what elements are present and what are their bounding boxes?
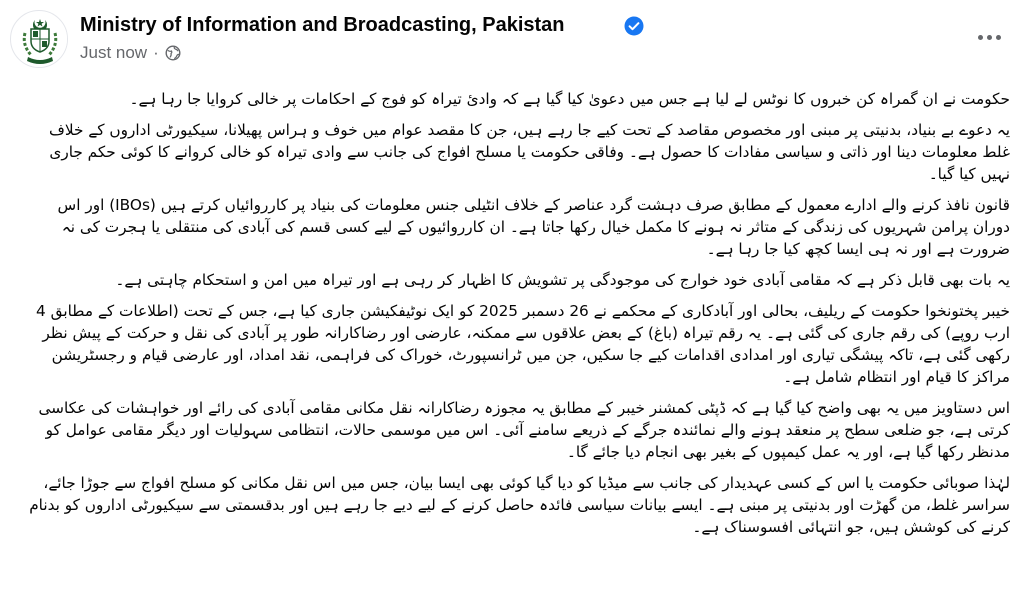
post-header — [0, 0, 1024, 80]
post-meta — [80, 42, 181, 64]
more-options-button[interactable] — [968, 22, 1010, 52]
globe-icon[interactable] — [165, 45, 181, 61]
page-avatar[interactable] — [10, 10, 68, 68]
post-paragraph: اس دستاویز میں یہ بھی واضح کیا گیا ہے کہ ڈپٹی کمشنر خیبر کے مطابق یہ مجوزہ رضاکارانہ نقل مکانی مقامی آبادی کی رائے اور خواہشات کی عکاسی کرتی ہے، جو ضلعی سطح پر منعقد ہونے والے نمائندہ جرگے کے ذریعے سامنے آئی۔ اس میں موسمی حالات، انتظامی سہولیات اور دیگر مقامی عوامل کو مدنظر رکھا گیا ہے، اور یہ عمل کیمپوں کے بغیر بھی انجام دیا جائے گا۔ — [38, 399, 1010, 461]
post-paragraph: حکومت نے ان گمراہ کن خبروں کا نوٹس لے لیا ہے جس میں دعویٰ کیا گیا ہے کہ وادئ تیراہ کو فوج کے احکامات پر خالی کروایا جا رہا ہے۔ — [129, 90, 1010, 108]
page-name[interactable]: Ministry of Information and Broadcasting, Pakistan — [80, 14, 565, 36]
post-body — [18, 88, 1010, 600]
post-paragraph: لہٰذا صوبائی حکومت یا اس کے کسی عہدیدار کی جانب سے میڈیا کو دیا گیا کوئی بھی ایسا بیان، جس میں اس نقل مکانی کو مسلح افواج سے جوڑا جائے، سراسر غلط، من گھڑت اور بدنیتی پر مبنی ہے۔ ایسے بیانات سیاسی فائدہ حاصل کرنے کے لیے دیے جا رہے ہیں اور بدقسمتی سے سیکیورٹی اداروں کو بدنام کرنے کی کوشش ہیں، جو انتہائی افسوسناک ہے۔ — [29, 474, 1010, 536]
post-paragraph: یہ بات بھی قابل ذکر ہے کہ مقامی آبادی خود خوارج کی موجودگی پر تشویش کا اظہار کر رہی ہے اور تیراہ میں امن و استحکام چاہتی ہے۔ — [115, 271, 1010, 289]
post-paragraph: خیبر پختونخوا حکومت کے ریلیف، بحالی اور آبادکاری کے محکمے نے 26 دسمبر 2025 کو ایک نوٹیفکیشن جاری کیا ہے، جس کے تحت (اطلاعات کے مطابق 4 ارب روپے) کی رقم جاری کی گئی ہے۔ یہ رقم تیراہ (باغ) کے بعض علاقوں سے ممکنہ، عارضی اور رضاکارانہ طور پر آبادی کی نقل و حرکت کے پیش نظر رکھی گئی ہے، تاکہ پیشگی تیاری اور امدادی اقدامات کیے جا سکیں، جن میں ٹرانسپورٹ، خوراک کی فراہمی، نقد امداد، اور عارضی قیام و رجسٹریشن مراکز کا قیام اور انتظام شامل ہے۔ — [36, 302, 1010, 386]
state-emblem-icon — [11, 11, 68, 68]
more-options-icon — [978, 35, 983, 40]
post-paragraph: یہ دعوے بے بنیاد، بدنیتی پر مبنی اور مخصوص مقاصد کے تحت کیے جا رہے ہیں، جن کا مقصد عوام میں خوف و ہراس پھیلانا، سیکیورٹی اداروں کے خلاف غلط معلومات دینا اور ذاتی و سیاسی مفادات کا حصول ہے۔ وفاقی حکومت یا مسلح افواج کی جانب سے وادی تیراہ کو خالی کروانے کا کوئی حکم جاری نہیں کیا گیا۔ — [48, 121, 1010, 183]
post-paragraph: قانون نافذ کرنے والے ادارے معمول کے مطابق صرف دہشت گرد عناصر کے خلاف انٹیلی جنس معلومات کی بنیاد پر کارروائیاں کرتے ہیں (IBOs) اور اس دوران پرامن شہریوں کی زندگی کے متاثر نہ ہونے کا مکمل خیال رکھا جاتا ہے۔ ان کارروائیوں کے لیے کسی قسم کی آبادی کی منتقلی یا ہجرت کی نہ ضرورت ہے اور نہ ہی ایسا کچھ کیا جا رہا ہے۔ — [57, 196, 1010, 258]
meta-separator: · — [153, 43, 159, 62]
post-timestamp[interactable]: Just now — [80, 43, 148, 62]
verified-badge-icon — [624, 16, 644, 36]
